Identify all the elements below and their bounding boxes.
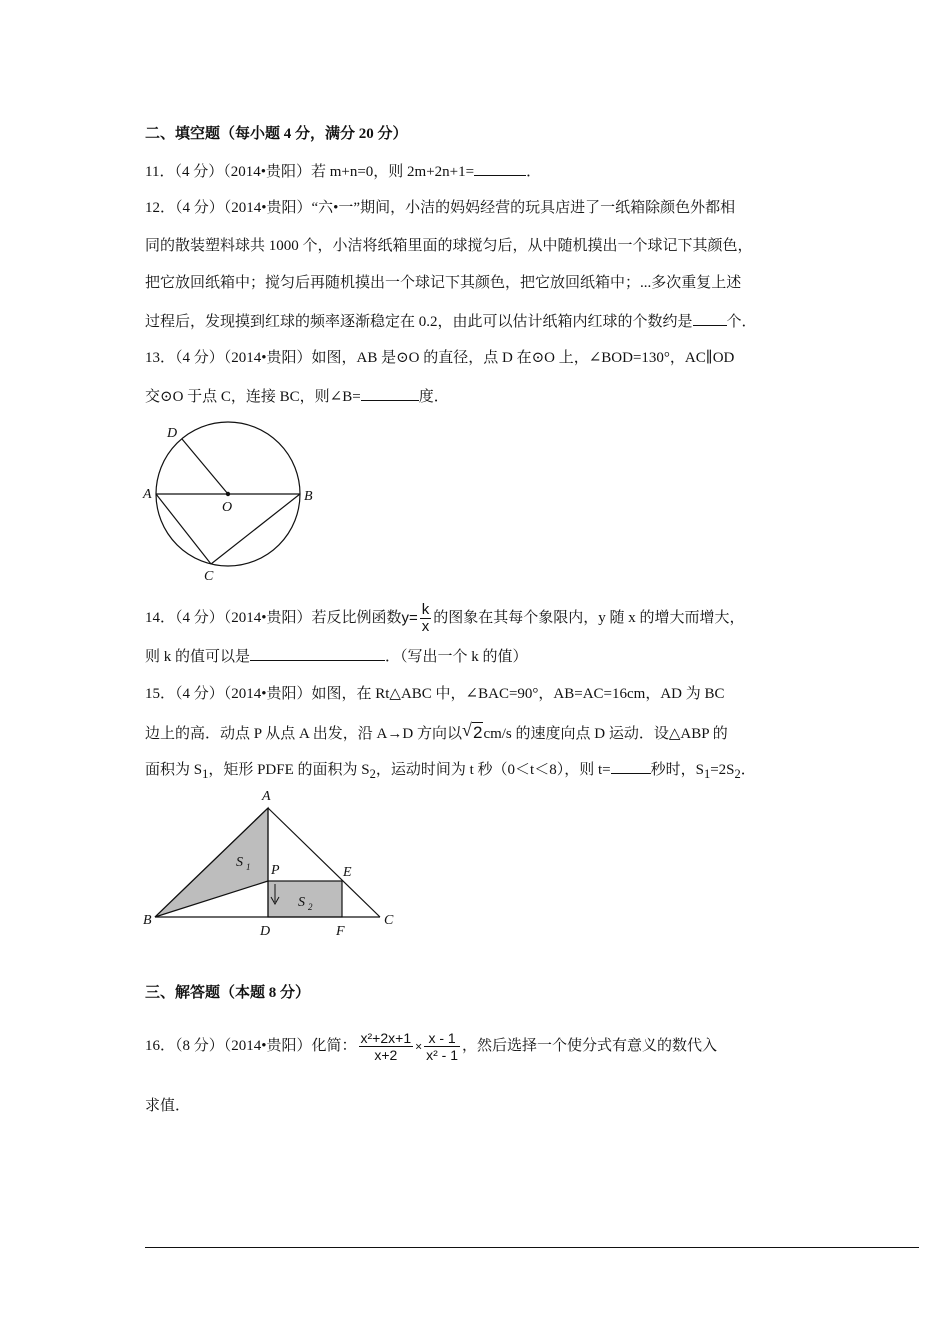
q12-line-4-text: 过程后，发现摸到红球的频率逐渐稳定在 0.2，由此可以估计纸箱内红球的个数约是 [145,314,693,330]
q12-answer-blank[interactable] [693,311,727,326]
q13-line-2-suffix: 度． [418,389,449,405]
q16-fraction-1-denominator: x+2 [374,1047,398,1064]
shaded-rectangle-pdfe [268,881,342,917]
q15-sub-1: 1 [202,767,209,781]
q16-text: 16．（8 分）（2014•贵阳）化简： [145,1038,357,1054]
label-s2-sub: 2 [308,902,313,912]
sqrt-2 [462,722,483,744]
q16-fraction-2 [424,1030,460,1063]
label-d: D [167,426,178,441]
q14-fraction-numerator: k [421,601,430,618]
q11-suffix: ． [526,164,542,180]
q14-formula-lhs: y= [401,609,418,627]
q15-line-3 [145,759,756,784]
q15-triangle-figure [140,786,410,936]
q13-line-1: 13．（4 分）（2014•贵阳）如图，AB 是⊙O 的直径，点 D 在⊙O 上，∠BOD=130°，AC∥OD [145,350,735,366]
q13-line-2 [145,386,449,407]
question-11 [145,161,541,182]
q14-formula-fraction [420,602,432,635]
q14-suffix: 的图象在其每个象限内，y 随 x 的增大而增大， [433,609,745,626]
q15-line-3-d: 秒时，S [650,762,704,778]
q15-line-3-c: ，运动时间为 t 秒（0＜t＜8），则 t= [375,762,611,778]
q15-line-3-f: ． [740,762,756,778]
q12-line-3: 把它放回纸箱中；搅匀后再随机摸出一个球记下其颜色，把它放回纸箱中；...多次重复上述 [145,275,742,291]
section-3-heading: 三、解答题（本题 8 分） [145,985,311,1001]
q14-answer-blank[interactable] [250,646,385,661]
footer-rule [145,1247,919,1248]
sqrt-radicand: 2 [472,723,483,742]
q14-line-2-text: 则 k 的值可以是 [145,649,251,665]
q15-line-3-a: 面积为 S [145,762,203,778]
label-a: A [262,789,271,804]
q14-fraction-denominator: x [421,618,430,635]
q15-line-2 [145,722,728,744]
q16-line-1 [145,1030,717,1063]
q12-line-4-suffix: 个． [726,314,757,330]
q15-line-3-b: ，矩形 PDFE 的面积为 S [208,762,370,778]
segment-ac [156,494,211,564]
label-o: O [222,500,233,515]
q12-line-2: 同的散装塑料球共 1000 个，小洁将纸箱里面的球搅匀后，从中随机摸出一个球记下其颜色， [145,238,753,254]
q15-sub-2: 2 [369,767,376,781]
section-2-heading: 二、填空题（每小题 4 分，满分 20 分） [145,126,408,142]
label-b: B [143,913,152,928]
label-a: A [143,487,152,502]
q12-line-1: 12．（4 分）（2014•贵阳）“六•一”期间，小洁的妈妈经营的玩具店进了一纸箱除颜色外都相 [145,200,736,216]
q13-answer-blank[interactable] [361,386,419,401]
q16-suffix: ，然后选择一个使分式有意义的数代入 [462,1038,718,1054]
label-f: F [336,924,345,936]
label-p: P [271,863,280,878]
q15-answer-blank[interactable] [611,759,651,774]
label-b: B [304,489,313,504]
label-c: C [204,569,214,584]
q13-circle-figure [135,418,325,588]
label-s1: S [236,855,243,870]
q13-line-2-text: 交⊙O 于点 C，连接 BC，则∠B= [145,389,361,405]
label-e: E [343,865,352,880]
q15-line-2-text: 边上的高．动点 P 从点 A 出发，沿 A→D 方向以 [145,726,462,742]
q14-text: 14．（4 分）（2014•贵阳）若反比例函数 [145,609,402,626]
q15-sub-3: 1 [703,767,711,781]
q11-text: 11．（4 分）（2014•贵阳）若 m+n=0，则 2m+2n+1= [145,164,475,180]
q14-line-2 [145,646,528,667]
q15-line-2-suffix: cm/s 的速度向点 D 运动．设△ABP 的 [483,726,728,742]
label-c: C [384,913,394,928]
q15-sub-4: 2 [734,767,741,781]
label-s1-sub: 1 [246,862,251,872]
label-s2: S [298,895,305,910]
q15-line-1: 15．（4 分）（2014•贵阳）如图，在 Rt△ABC 中，∠BAC=90°，AB=AC=16cm，AD 为 BC [145,686,725,702]
q12-line-4 [145,311,757,332]
segment-od [182,439,228,494]
q14-line-2-suffix: ．（写出一个 k 的值） [385,649,528,665]
q14-line-1 [145,602,745,635]
q16-times-sign: × [415,1039,423,1054]
label-d: D [260,924,271,936]
q16-line-2: 求值． [145,1098,191,1114]
q16-fraction-1 [359,1030,414,1063]
sqrt-symbol: √ [461,720,472,740]
q15-line-3-e: =2S [710,762,735,778]
q16-fraction-1-numerator: x²+2x+1 [360,1030,412,1047]
q16-fraction-2-numerator: x - 1 [424,1030,460,1047]
q11-answer-blank[interactable] [474,161,526,176]
center-dot [226,492,230,496]
q16-fraction-2-denominator: x² - 1 [426,1047,459,1064]
